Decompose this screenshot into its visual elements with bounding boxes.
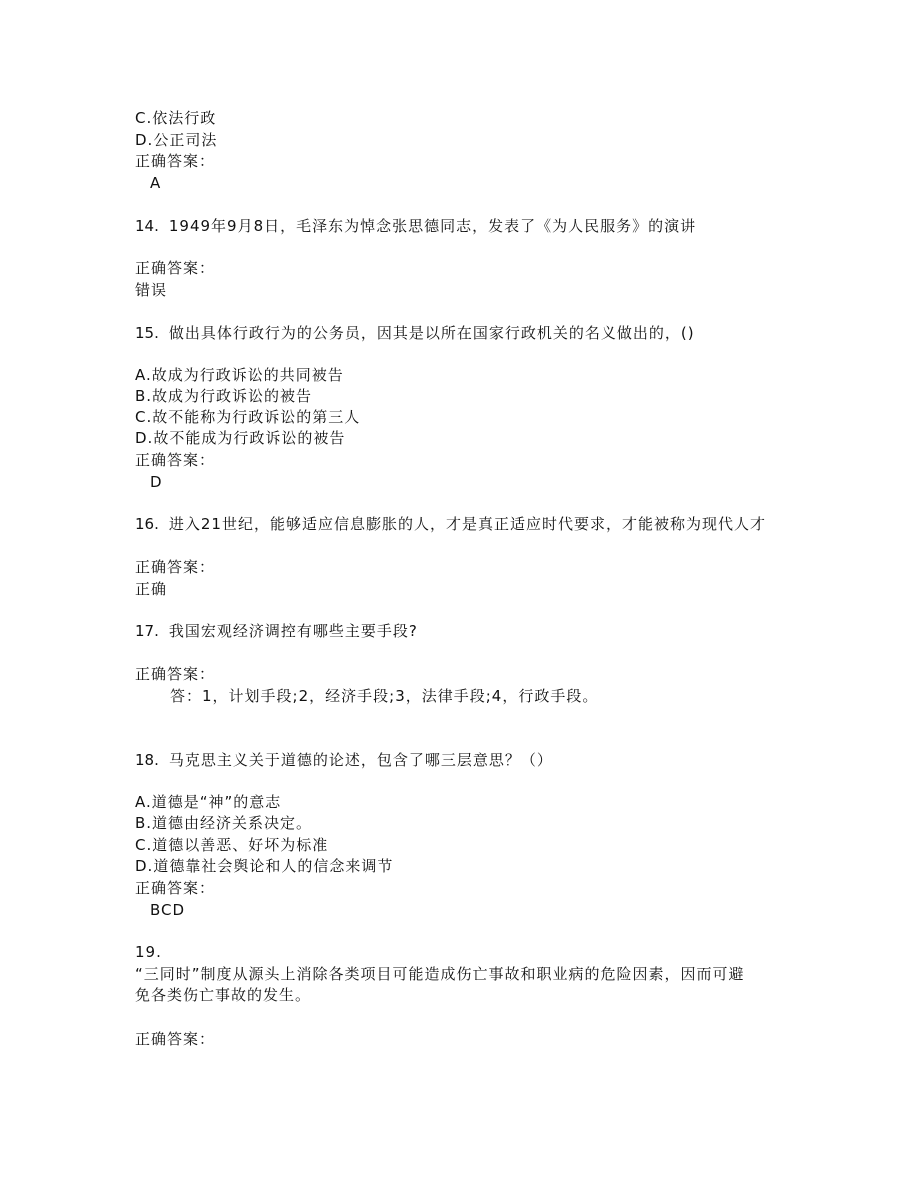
question-stem	[135, 514, 766, 535]
answer-label: 正确答案：	[135, 879, 216, 897]
option-c: C.故不能称为行政诉讼的第三人	[135, 408, 361, 426]
answer-value: 答：1，计划手段;2，经济手段;3，法律手段;4，行政手段。	[170, 687, 599, 705]
question-text-line-1: “三同时”制度从源头上消除各类项目可能造成伤亡事故和职业病的危险因素，因而可避	[135, 965, 745, 983]
option-a: A.道德是“神”的意志	[135, 793, 282, 811]
option-c: C.依法行政	[135, 109, 217, 127]
answer-label: 正确答案：	[135, 1030, 216, 1048]
answer-label: 正确答案：	[135, 665, 216, 683]
question-text: 1949年9月8日，毛泽东为悼念张思德同志，发表了《为人民服务》的演讲	[168, 217, 697, 235]
answer-label: 正确答案：	[135, 152, 216, 170]
answer-label: 正确答案：	[135, 259, 216, 277]
question-number: 18.	[135, 751, 159, 769]
question-text: 马克思主义关于道德的论述，包含了哪三层意思？（）	[168, 751, 553, 769]
question-number: 14.	[135, 217, 159, 235]
question-stem	[135, 750, 553, 771]
question-text: 我国宏观经济调控有哪些主要手段?	[168, 622, 418, 640]
question-number: 16.	[135, 515, 159, 533]
question-text: 做出具体行政行为的公务员，因其是以所在国家行政机关的名义做出的，()	[168, 324, 695, 342]
option-b: B.故成为行政诉讼的被告	[135, 387, 313, 405]
answer-label: 正确答案：	[135, 451, 216, 469]
option-c: C.道德以善恶、好坏为标准	[135, 836, 329, 854]
answer-label: 正确答案：	[135, 558, 216, 576]
answer-value: A	[150, 174, 162, 192]
question-number: 19.	[135, 943, 162, 961]
question-text-line-2: 免各类伤亡事故的发生。	[135, 986, 312, 1004]
answer-value: D	[150, 473, 163, 491]
question-text: 进入21世纪，能够适应信息膨胀的人，才是真正适应时代要求，才能被称为现代人才	[168, 515, 766, 533]
option-a: A.故成为行政诉讼的共同被告	[135, 366, 344, 384]
question-number: 17.	[135, 622, 159, 640]
option-d: D.公正司法	[135, 131, 218, 149]
question-stem	[135, 621, 418, 642]
question-number: 15.	[135, 324, 159, 342]
question-stem	[135, 323, 695, 344]
answer-value: BCD	[150, 901, 186, 919]
option-b: B.道德由经济关系决定。	[135, 814, 313, 832]
option-d: D.道德靠社会舆论和人的信念来调节	[135, 857, 394, 875]
option-d: D.故不能成为行政诉讼的被告	[135, 429, 346, 447]
question-stem	[135, 216, 696, 237]
answer-value: 正确	[135, 580, 168, 598]
answer-value: 错误	[135, 281, 168, 299]
